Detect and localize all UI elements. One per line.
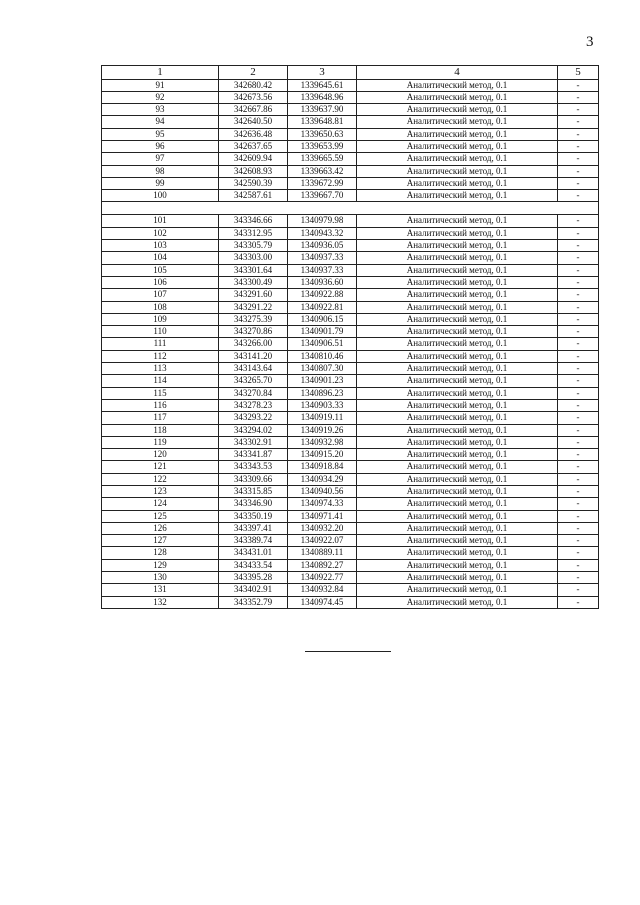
point-number-cell: 98 xyxy=(102,165,219,177)
table-row xyxy=(102,535,599,547)
header-cell-x: 2 xyxy=(219,66,288,80)
y-coordinate-cell: 1340915.20 xyxy=(288,449,357,461)
table-row xyxy=(102,522,599,534)
method-cell: Аналитический метод, 0.1 xyxy=(357,252,558,264)
table-row xyxy=(102,326,599,338)
method-cell: Аналитический метод, 0.1 xyxy=(357,338,558,350)
y-coordinate-cell: 1340892.27 xyxy=(288,559,357,571)
description-cell: - xyxy=(558,473,599,485)
y-coordinate-cell: 1340903.33 xyxy=(288,399,357,411)
point-number-cell: 102 xyxy=(102,227,219,239)
table-row xyxy=(102,264,599,276)
x-coordinate-cell: 342680.42 xyxy=(219,79,288,91)
description-cell: - xyxy=(558,449,599,461)
description-cell: - xyxy=(558,559,599,571)
point-number-cell: 118 xyxy=(102,424,219,436)
table-row xyxy=(102,363,599,375)
x-coordinate-cell: 343346.90 xyxy=(219,498,288,510)
method-cell: Аналитический метод, 0.1 xyxy=(357,596,558,608)
description-cell: - xyxy=(558,215,599,227)
x-coordinate-cell: 342636.48 xyxy=(219,128,288,140)
point-number-cell: 117 xyxy=(102,412,219,424)
point-number-cell: 110 xyxy=(102,326,219,338)
y-coordinate-cell: 1340906.51 xyxy=(288,338,357,350)
x-coordinate-cell: 343305.79 xyxy=(219,240,288,252)
point-number-cell: 106 xyxy=(102,276,219,288)
coordinates-table-body xyxy=(102,66,599,609)
description-cell: - xyxy=(558,276,599,288)
y-coordinate-cell: 1340932.84 xyxy=(288,584,357,596)
point-number-cell: 130 xyxy=(102,572,219,584)
table-row xyxy=(102,584,599,596)
y-coordinate-cell: 1340810.46 xyxy=(288,350,357,362)
description-cell: - xyxy=(558,412,599,424)
y-coordinate-cell: 1340922.77 xyxy=(288,572,357,584)
x-coordinate-cell: 343343.53 xyxy=(219,461,288,473)
x-coordinate-cell: 343294.02 xyxy=(219,424,288,436)
method-cell: Аналитический метод, 0.1 xyxy=(357,79,558,91)
y-coordinate-cell: 1339637.90 xyxy=(288,104,357,116)
method-cell: Аналитический метод, 0.1 xyxy=(357,227,558,239)
x-coordinate-cell: 343433.54 xyxy=(219,559,288,571)
y-coordinate-cell: 1340922.07 xyxy=(288,535,357,547)
point-number-cell: 100 xyxy=(102,190,219,202)
description-cell: - xyxy=(558,596,599,608)
method-cell: Аналитический метод, 0.1 xyxy=(357,522,558,534)
description-cell: - xyxy=(558,91,599,103)
x-coordinate-cell: 343270.84 xyxy=(219,387,288,399)
point-number-cell: 131 xyxy=(102,584,219,596)
x-coordinate-cell: 343315.85 xyxy=(219,486,288,498)
point-number-cell: 92 xyxy=(102,91,219,103)
method-cell: Аналитический метод, 0.1 xyxy=(357,424,558,436)
method-cell: Аналитический метод, 0.1 xyxy=(357,215,558,227)
method-cell: Аналитический метод, 0.1 xyxy=(357,498,558,510)
method-cell: Аналитический метод, 0.1 xyxy=(357,510,558,522)
x-coordinate-cell: 343302.91 xyxy=(219,436,288,448)
description-cell: - xyxy=(558,363,599,375)
description-cell: - xyxy=(558,116,599,128)
point-number-cell: 116 xyxy=(102,399,219,411)
x-coordinate-cell: 342608.93 xyxy=(219,165,288,177)
table-row xyxy=(102,375,599,387)
method-cell: Аналитический метод, 0.1 xyxy=(357,276,558,288)
point-number-cell: 107 xyxy=(102,289,219,301)
description-cell: - xyxy=(558,190,599,202)
method-cell: Аналитический метод, 0.1 xyxy=(357,289,558,301)
y-coordinate-cell: 1340896.23 xyxy=(288,387,357,399)
x-coordinate-cell: 343301.64 xyxy=(219,264,288,276)
description-cell: - xyxy=(558,301,599,313)
table-row xyxy=(102,190,599,202)
point-number-cell: 122 xyxy=(102,473,219,485)
x-coordinate-cell: 343278.23 xyxy=(219,399,288,411)
y-coordinate-cell: 1340807.30 xyxy=(288,363,357,375)
point-number-cell: 123 xyxy=(102,486,219,498)
point-number-cell: 109 xyxy=(102,313,219,325)
table-row xyxy=(102,412,599,424)
point-number-cell: 94 xyxy=(102,116,219,128)
point-number-cell: 124 xyxy=(102,498,219,510)
y-coordinate-cell: 1340901.23 xyxy=(288,375,357,387)
point-number-cell: 91 xyxy=(102,79,219,91)
y-coordinate-cell: 1340943.32 xyxy=(288,227,357,239)
description-cell: - xyxy=(558,227,599,239)
x-coordinate-cell: 343300.49 xyxy=(219,276,288,288)
table-row xyxy=(102,91,599,103)
end-of-document-line xyxy=(305,651,391,652)
x-coordinate-cell: 343266.00 xyxy=(219,338,288,350)
description-cell: - xyxy=(558,264,599,276)
description-cell: - xyxy=(558,572,599,584)
point-number-cell: 119 xyxy=(102,436,219,448)
point-number-cell: 99 xyxy=(102,177,219,189)
x-coordinate-cell: 343293.22 xyxy=(219,412,288,424)
x-coordinate-cell: 343291.22 xyxy=(219,301,288,313)
y-coordinate-cell: 1340934.29 xyxy=(288,473,357,485)
method-cell: Аналитический метод, 0.1 xyxy=(357,326,558,338)
y-coordinate-cell: 1340940.56 xyxy=(288,486,357,498)
x-coordinate-cell: 343431.01 xyxy=(219,547,288,559)
table-row xyxy=(102,498,599,510)
x-coordinate-cell: 343291.60 xyxy=(219,289,288,301)
table-row xyxy=(102,510,599,522)
description-cell: - xyxy=(558,399,599,411)
point-number-cell: 103 xyxy=(102,240,219,252)
y-coordinate-cell: 1340932.98 xyxy=(288,436,357,448)
description-cell: - xyxy=(558,436,599,448)
y-coordinate-cell: 1340937.33 xyxy=(288,252,357,264)
method-cell: Аналитический метод, 0.1 xyxy=(357,559,558,571)
description-cell: - xyxy=(558,153,599,165)
point-number-cell: 105 xyxy=(102,264,219,276)
x-coordinate-cell: 343395.28 xyxy=(219,572,288,584)
point-number-cell: 97 xyxy=(102,153,219,165)
y-coordinate-cell: 1340971.41 xyxy=(288,510,357,522)
method-cell: Аналитический метод, 0.1 xyxy=(357,301,558,313)
table-header-row xyxy=(102,66,599,80)
x-coordinate-cell: 342667.86 xyxy=(219,104,288,116)
table-row xyxy=(102,449,599,461)
description-cell: - xyxy=(558,547,599,559)
header-cell-y: 3 xyxy=(288,66,357,80)
x-coordinate-cell: 343312.95 xyxy=(219,227,288,239)
table-row xyxy=(102,240,599,252)
table-row xyxy=(102,473,599,485)
point-number-cell: 93 xyxy=(102,104,219,116)
table-row xyxy=(102,116,599,128)
description-cell: - xyxy=(558,522,599,534)
point-number-cell: 125 xyxy=(102,510,219,522)
table-row xyxy=(102,301,599,313)
page-number: 3 xyxy=(586,34,594,50)
x-coordinate-cell: 343341.87 xyxy=(219,449,288,461)
method-cell: Аналитический метод, 0.1 xyxy=(357,350,558,362)
method-cell: Аналитический метод, 0.1 xyxy=(357,547,558,559)
table-row xyxy=(102,461,599,473)
table-row xyxy=(102,313,599,325)
y-coordinate-cell: 1339645.61 xyxy=(288,79,357,91)
table-row xyxy=(102,436,599,448)
x-coordinate-cell: 343141.20 xyxy=(219,350,288,362)
method-cell: Аналитический метод, 0.1 xyxy=(357,584,558,596)
y-coordinate-cell: 1340918.84 xyxy=(288,461,357,473)
description-cell: - xyxy=(558,387,599,399)
header-cell-point: 1 xyxy=(102,66,219,80)
table-row xyxy=(102,399,599,411)
method-cell: Аналитический метод, 0.1 xyxy=(357,449,558,461)
method-cell: Аналитический метод, 0.1 xyxy=(357,486,558,498)
method-cell: Аналитический метод, 0.1 xyxy=(357,116,558,128)
method-cell: Аналитический метод, 0.1 xyxy=(357,264,558,276)
description-cell: - xyxy=(558,165,599,177)
point-number-cell: 115 xyxy=(102,387,219,399)
method-cell: Аналитический метод, 0.1 xyxy=(357,104,558,116)
method-cell: Аналитический метод, 0.1 xyxy=(357,387,558,399)
x-coordinate-cell: 343402.91 xyxy=(219,584,288,596)
method-cell: Аналитический метод, 0.1 xyxy=(357,140,558,152)
table-row xyxy=(102,338,599,350)
method-cell: Аналитический метод, 0.1 xyxy=(357,240,558,252)
description-cell: - xyxy=(558,177,599,189)
table-row xyxy=(102,215,599,227)
y-coordinate-cell: 1340922.88 xyxy=(288,289,357,301)
y-coordinate-cell: 1340979.98 xyxy=(288,215,357,227)
block-separator-cell xyxy=(102,202,599,215)
description-cell: - xyxy=(558,584,599,596)
y-coordinate-cell: 1339653.99 xyxy=(288,140,357,152)
method-cell: Аналитический метод, 0.1 xyxy=(357,91,558,103)
method-cell: Аналитический метод, 0.1 xyxy=(357,436,558,448)
point-number-cell: 113 xyxy=(102,363,219,375)
x-coordinate-cell: 342637.65 xyxy=(219,140,288,152)
method-cell: Аналитический метод, 0.1 xyxy=(357,177,558,189)
header-cell-method: 4 xyxy=(357,66,558,80)
description-cell: - xyxy=(558,510,599,522)
x-coordinate-cell: 343275.39 xyxy=(219,313,288,325)
point-number-cell: 95 xyxy=(102,128,219,140)
table-row xyxy=(102,559,599,571)
table-row xyxy=(102,79,599,91)
point-number-cell: 112 xyxy=(102,350,219,362)
method-cell: Аналитический метод, 0.1 xyxy=(357,190,558,202)
y-coordinate-cell: 1340936.60 xyxy=(288,276,357,288)
y-coordinate-cell: 1340974.45 xyxy=(288,596,357,608)
table-row xyxy=(102,177,599,189)
table-row xyxy=(102,289,599,301)
x-coordinate-cell: 342590.39 xyxy=(219,177,288,189)
y-coordinate-cell: 1339648.81 xyxy=(288,116,357,128)
description-cell: - xyxy=(558,486,599,498)
x-coordinate-cell: 343352.79 xyxy=(219,596,288,608)
y-coordinate-cell: 1340906.15 xyxy=(288,313,357,325)
method-cell: Аналитический метод, 0.1 xyxy=(357,128,558,140)
point-number-cell: 129 xyxy=(102,559,219,571)
x-coordinate-cell: 343265.70 xyxy=(219,375,288,387)
header-cell-description: 5 xyxy=(558,66,599,80)
point-number-cell: 121 xyxy=(102,461,219,473)
table-row xyxy=(102,424,599,436)
table-row xyxy=(102,350,599,362)
y-coordinate-cell: 1340919.11 xyxy=(288,412,357,424)
table-row xyxy=(102,165,599,177)
x-coordinate-cell: 343303.00 xyxy=(219,252,288,264)
x-coordinate-cell: 343389.74 xyxy=(219,535,288,547)
description-cell: - xyxy=(558,289,599,301)
y-coordinate-cell: 1339667.70 xyxy=(288,190,357,202)
table-row xyxy=(102,596,599,608)
method-cell: Аналитический метод, 0.1 xyxy=(357,153,558,165)
table-row xyxy=(102,572,599,584)
table-row xyxy=(102,153,599,165)
description-cell: - xyxy=(558,424,599,436)
method-cell: Аналитический метод, 0.1 xyxy=(357,412,558,424)
description-cell: - xyxy=(558,535,599,547)
method-cell: Аналитический метод, 0.1 xyxy=(357,375,558,387)
point-number-cell: 111 xyxy=(102,338,219,350)
x-coordinate-cell: 343143.64 xyxy=(219,363,288,375)
method-cell: Аналитический метод, 0.1 xyxy=(357,363,558,375)
point-number-cell: 128 xyxy=(102,547,219,559)
point-number-cell: 120 xyxy=(102,449,219,461)
x-coordinate-cell: 343270.86 xyxy=(219,326,288,338)
x-coordinate-cell: 343397.41 xyxy=(219,522,288,534)
y-coordinate-cell: 1340974.33 xyxy=(288,498,357,510)
method-cell: Аналитический метод, 0.1 xyxy=(357,535,558,547)
description-cell: - xyxy=(558,338,599,350)
description-cell: - xyxy=(558,79,599,91)
description-cell: - xyxy=(558,350,599,362)
x-coordinate-cell: 342609.94 xyxy=(219,153,288,165)
point-number-cell: 114 xyxy=(102,375,219,387)
description-cell: - xyxy=(558,140,599,152)
table-row xyxy=(102,547,599,559)
point-number-cell: 108 xyxy=(102,301,219,313)
description-cell: - xyxy=(558,498,599,510)
table-row xyxy=(102,128,599,140)
description-cell: - xyxy=(558,313,599,325)
y-coordinate-cell: 1339665.59 xyxy=(288,153,357,165)
method-cell: Аналитический метод, 0.1 xyxy=(357,461,558,473)
point-number-cell: 104 xyxy=(102,252,219,264)
description-cell: - xyxy=(558,326,599,338)
method-cell: Аналитический метод, 0.1 xyxy=(357,399,558,411)
y-coordinate-cell: 1339672.99 xyxy=(288,177,357,189)
coordinates-table xyxy=(101,65,599,609)
y-coordinate-cell: 1339648.96 xyxy=(288,91,357,103)
description-cell: - xyxy=(558,240,599,252)
description-cell: - xyxy=(558,128,599,140)
description-cell: - xyxy=(558,104,599,116)
y-coordinate-cell: 1340919.26 xyxy=(288,424,357,436)
x-coordinate-cell: 342673.56 xyxy=(219,91,288,103)
method-cell: Аналитический метод, 0.1 xyxy=(357,473,558,485)
method-cell: Аналитический метод, 0.1 xyxy=(357,165,558,177)
x-coordinate-cell: 343346.66 xyxy=(219,215,288,227)
y-coordinate-cell: 1339650.63 xyxy=(288,128,357,140)
table-row xyxy=(102,252,599,264)
y-coordinate-cell: 1339663.42 xyxy=(288,165,357,177)
method-cell: Аналитический метод, 0.1 xyxy=(357,313,558,325)
x-coordinate-cell: 342587.61 xyxy=(219,190,288,202)
point-number-cell: 132 xyxy=(102,596,219,608)
table-row xyxy=(102,486,599,498)
table-row xyxy=(102,104,599,116)
y-coordinate-cell: 1340889.11 xyxy=(288,547,357,559)
method-cell: Аналитический метод, 0.1 xyxy=(357,572,558,584)
y-coordinate-cell: 1340937.33 xyxy=(288,264,357,276)
point-number-cell: 96 xyxy=(102,140,219,152)
y-coordinate-cell: 1340901.79 xyxy=(288,326,357,338)
description-cell: - xyxy=(558,375,599,387)
y-coordinate-cell: 1340932.20 xyxy=(288,522,357,534)
table-row xyxy=(102,387,599,399)
y-coordinate-cell: 1340922.81 xyxy=(288,301,357,313)
description-cell: - xyxy=(558,461,599,473)
table-row xyxy=(102,140,599,152)
table-row xyxy=(102,276,599,288)
block-separator-row xyxy=(102,202,599,215)
y-coordinate-cell: 1340936.05 xyxy=(288,240,357,252)
x-coordinate-cell: 343350.19 xyxy=(219,510,288,522)
description-cell: - xyxy=(558,252,599,264)
x-coordinate-cell: 342640.50 xyxy=(219,116,288,128)
x-coordinate-cell: 343309.66 xyxy=(219,473,288,485)
point-number-cell: 126 xyxy=(102,522,219,534)
point-number-cell: 101 xyxy=(102,215,219,227)
table-row xyxy=(102,227,599,239)
point-number-cell: 127 xyxy=(102,535,219,547)
